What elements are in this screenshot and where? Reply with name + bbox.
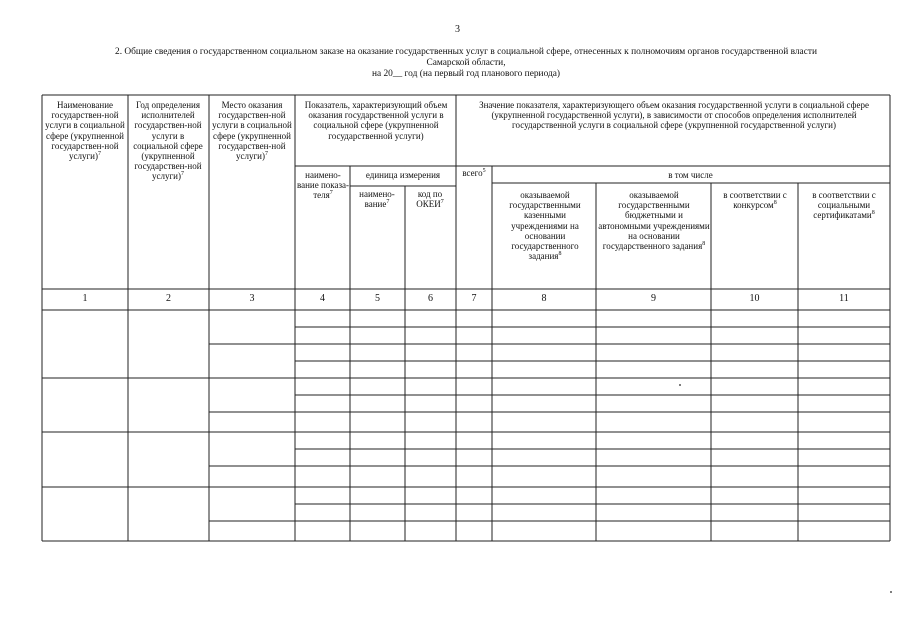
header-service-name: Наименование государствен-ной услуги в социальной сфере (укрупненной государствен-ной услуги)$^7$: [45, 100, 125, 162]
header-indicator-name: наимено-вание показа-теля$^7$: [296, 170, 350, 201]
col-number-6: 6: [428, 293, 433, 304]
header-place: Место оказания государствен-ной услуги в социальной сфере (укрупненной государствен-ной услуги)$^7$: [212, 100, 292, 162]
col-number-5: 5: [375, 293, 380, 304]
col-number-4: 4: [320, 293, 325, 304]
heading-line-3: на 20__ год (на первый год планового периода): [371, 69, 561, 80]
col-number-1: 1: [82, 293, 88, 304]
header-col10-contest: в соответствии с конкурсом$^8$: [723, 190, 787, 211]
header-unit-name: наимено-вание$^7$: [359, 189, 395, 210]
scan-speck: [679, 384, 681, 386]
col-number-9: 9: [651, 293, 656, 304]
col-number-11: 11: [839, 293, 849, 304]
col-number-8: 8: [541, 293, 547, 304]
heading-line-1: 2. Общие сведения о государственном социальном заказе на оказание государственных услуг в социальной сфере, отнесенных к полномочиям органов государственной власти: [115, 47, 817, 57]
header-year: Год определения исполнителей государствен-ной услуги в социальной сфере (укрупненной государствен-ной услуги)$^7$: [133, 100, 203, 182]
heading-line-2: Самарской области,: [426, 58, 506, 69]
scan-speck: [890, 591, 892, 593]
header-indicator: Показатель, характеризующий объем оказания государственной услуги в социальной сфере (укрупненной государственной услуги): [304, 100, 448, 141]
col-number-7: 7: [471, 293, 477, 304]
header-unit: единица измерения: [365, 170, 441, 180]
col-number-10: 10: [749, 293, 760, 304]
header-total: всего$^5$: [462, 168, 486, 178]
page-number: 3: [455, 24, 460, 35]
header-okei-code: код по ОКЕИ$^7$: [416, 189, 444, 210]
header-col11-certificates: в соответствии с социальными сертификатами$^8$: [812, 190, 876, 221]
header-col9-budget-autonomous: оказываемой государственными бюджетными и автономными учреждениями на основании государственного задания$^8$: [598, 190, 710, 252]
col-number-3: 3: [249, 293, 255, 304]
header-including: в том числе: [668, 170, 713, 180]
header-col8-kazennye: оказываемой государственными казенными учреждениями на основании государственного задания$^8$: [509, 190, 581, 262]
header-value: Значение показателя, характеризующего объем оказания государственной услуги в социальной сфере (укрупненной государственной услуги), в зависимости от способов определения исполнителей государственной услуги в социальной сфере (укрупненной государственной услуги): [479, 100, 869, 131]
col-number-2: 2: [166, 293, 171, 304]
